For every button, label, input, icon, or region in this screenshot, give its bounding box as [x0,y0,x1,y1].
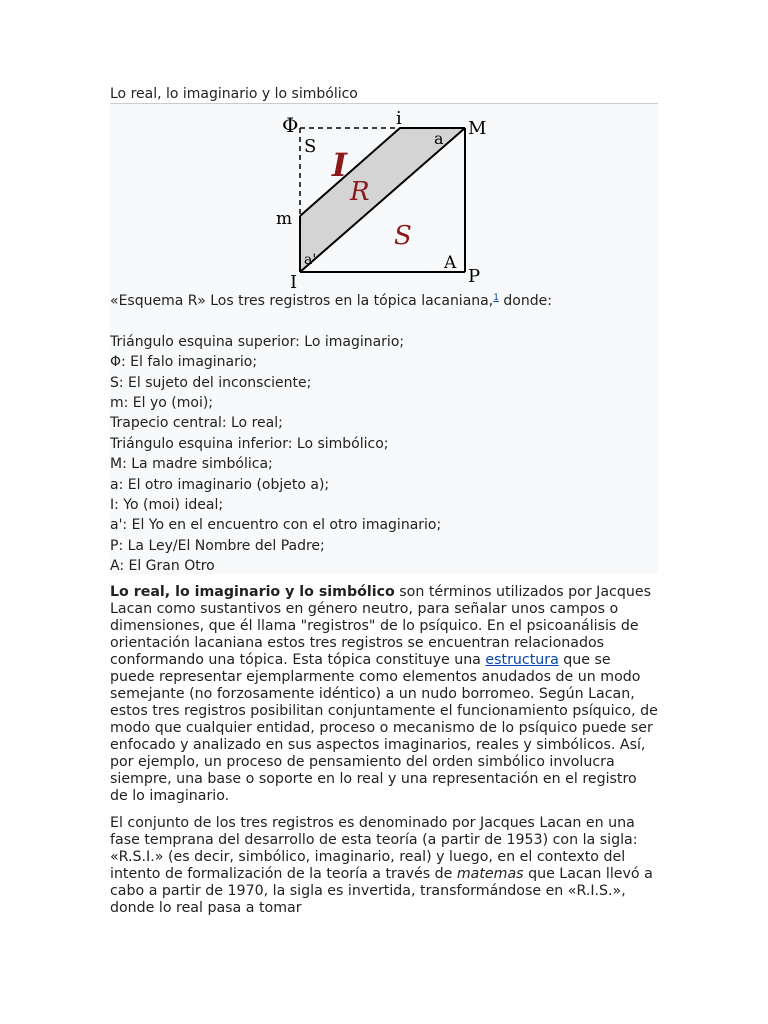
paragraph-2 [110,815,658,917]
label-R-big: R [350,177,370,207]
label-I-corner: I [290,272,298,293]
legend-item: A: El Gran Otro [110,558,215,575]
schema-caption [110,288,658,577]
paragraph-1 [110,584,658,805]
label-i: i [396,108,402,129]
p2-text-b: que Lacan llevó a cabo a partir de 1970, la sigla es invertida, transformándose en «R.I.S.», donde lo real pasa a tomar [110,866,653,916]
legend-item: Triángulo esquina superior: Lo imaginario; [110,333,405,350]
label-phi: Φ [282,113,299,137]
label-a: a [434,129,444,148]
legend-list [110,332,658,577]
label-I-big: I [332,146,347,184]
label-A: A [444,253,457,273]
p2-text-a: El conjunto de los tres registros es denominado por Jacques Lacan en una fase temprana del desarrollo de esta teoría (a partir de 1953) con la sigla: «R.S.I.» (es decir, simbólico, imaginario, real) y luego, en el contexto del intento de formalización de la teoría a través de [110,815,638,882]
legend-item: Triángulo esquina inferior: Lo simbólico; [110,435,389,452]
p1-text-b: que se puede representar ejemplarmente como elementos anudados de un modo semejante (no forzosamente idéntico) a un nudo borromeo. Según Lacan, estos tres registros posibilitan conjuntamente el funcionamiento psíquico, de modo que cualquier entidad, proceso o mecanismo de lo psíquico puede ser enfocado y analizado en sus aspectos imaginarios, reales y simbólicos. Así, por ejemplo, un proceso de pensamiento del orden simbólico involucra siempre, una base o soporte en lo real y una representación en el registro de lo imaginario. [110,652,658,804]
label-S-corner: S [304,136,317,157]
label-M: M [468,118,487,139]
footnote-link[interactable]: 1 [493,293,499,303]
article-body [110,584,658,927]
label-m: m [276,209,293,229]
legend-item: S: El sujeto del inconsciente; [110,374,312,391]
label-a-prime: a' [304,252,317,268]
legend-item: I: Yo (moi) ideal; [110,497,224,514]
page-title: Lo real, lo imaginario y lo simbólico [110,86,358,102]
label-P: P [468,266,481,287]
caption-intro [110,288,658,311]
p1-text-a: son términos utilizados por Jacques Lacan como sustantivos en género neutro, para señalar unos campos o dimensiones, que él llama "registros" de lo psíquico. En el psicoanálisis de orientación lacaniana estos tres registros se encuentran relacionados conformando una tópica. Esta tópica constituye una [110,584,651,668]
matemas-term: matemas [456,866,524,882]
legend-item: m: El yo (moi); [110,395,214,412]
term-bold: Lo real, lo imaginario y lo simbólico [110,584,395,600]
legend-item: Φ: El falo imaginario; [110,354,258,371]
label-S-big: S [394,221,412,251]
legend-item: Trapecio central: Lo real; [110,415,283,432]
caption-end: donde: [498,293,552,309]
estructura-link[interactable]: estructura [485,652,559,668]
caption-text: «Esquema R» Los tres registros en la tópica lacaniana, [110,293,494,309]
legend-item: M: La madre simbólica; [110,456,273,473]
legend-item: a': El Yo en el encuentro con el otro imaginario; [110,517,442,534]
legend-item: P: La Ley/El Nombre del Padre; [110,537,325,554]
schema-r-diagram [276,108,500,293]
schema-r-infobox [110,104,658,574]
legend-item: a: El otro imaginario (objeto a); [110,476,330,493]
